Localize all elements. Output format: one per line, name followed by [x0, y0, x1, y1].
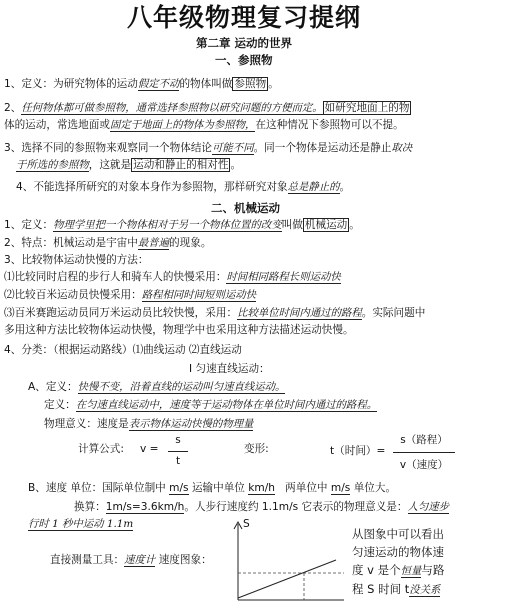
unit-conversion: 换算：1m/s=3.6km/h。人步行速度约 1.1m/s 它表示的物理意义是：人匀速步	[74, 501, 450, 513]
section-heading-reference: 一、参照物	[215, 53, 273, 67]
graph-note: 从图象中可以看出 匀速运动的物体速 度 v 是个恒量与路 程 S 时间 t没关系	[352, 527, 445, 596]
formula-t: t	[175, 455, 181, 467]
compare-method-3: ⑶百米赛跑运动员同万米运动员比较快慢，采用：比较单位时间内通过的路程。实际问题中	[4, 307, 426, 319]
speed-units: B、速度 单位：国际单位制中 m/s 运输中单位 km/h 两单位中 m/s 单位大。	[28, 482, 397, 494]
compare-method-3-cont: 多用这种方法比较物体运动快慢，物理学中也采用这种方法描述运动快慢。	[4, 324, 354, 336]
reference-point-4: 4、不能选择所研究的对象本身作为参照物，那样研究对象总是静止的。	[16, 181, 351, 193]
formula-fraction-line	[168, 451, 188, 452]
reference-point-2-line1: 2、任何物体都可做参照物，通常选择参照物以研究问题的方便而定。 如研究地面上的物	[4, 102, 410, 114]
formula-s-numerator: s（路程）	[400, 434, 448, 446]
compare-methods-heading: 3、比较物体运动快慢的方法：	[4, 254, 149, 266]
formula-v-denominator: v（速度）	[399, 459, 449, 471]
reference-point-3-line1: 3、选择不同的参照物来观察同一个物体结论可能不同。同一个物体是运动还是静止取决	[4, 142, 413, 154]
reference-point-2-line2: 体的运动，常选地面或固定于地面上的物体为参照物，在这种情况下参照物可以不提。	[4, 119, 404, 131]
compare-method-1: ⑴比较同时启程的步行人和骑车人的快慢采用：时间相同路程长则运动快	[4, 271, 341, 283]
chapter-heading: 第二章 运动的世界	[196, 36, 293, 50]
graph-s-label: S	[243, 518, 250, 530]
section-heading-mechanical: 二、机械运动	[211, 201, 280, 215]
uniform-definition-a: A、定义：快慢不变，沿着直线的运动叫匀速直线运动。	[28, 381, 286, 393]
formula-v: v =	[140, 443, 159, 455]
formula-t-lhs: t（时间）=	[330, 445, 386, 457]
reference-point-3-line2: 于所选的参照物，这就是 运动和静止的相对性 。	[16, 159, 242, 171]
mechanical-definition: 1、定义：物理学里把一个物体相对于另一个物体位置的改变叫做 机械运动 。	[4, 219, 360, 231]
formula-label: 计算公式:	[78, 443, 124, 455]
measuring-tool: 直接测量工具：速度计 速度图象：	[50, 554, 212, 566]
graph-line	[238, 560, 336, 598]
reference-definition: 1、定义：为研究物体的运动假定不动的物体叫做 参照物 。	[4, 78, 279, 90]
walking-speed-meaning: 行时 1 秒中运动 1.1m	[28, 518, 134, 530]
formula-transform-line	[393, 452, 455, 453]
motion-classification: 4、分类：（根据运动路线）⑴曲线运动 ⑵直线运动	[4, 344, 242, 356]
formula-transform-label: 变形:	[244, 443, 269, 455]
mechanical-feature: 2、特点：机械运动是宇宙中最普遍的现象。	[4, 237, 212, 249]
formula-s: s	[175, 434, 181, 446]
compare-method-2: ⑵比较百米运动员快慢采用：路程相同时间短则运动快	[4, 289, 257, 301]
page-title: 八年级物理复习提纲	[127, 3, 362, 32]
speed-meaning: 物理意义：速度是表示物体运动快慢的物理量	[44, 418, 254, 430]
speed-definition: 定义：在匀速直线运动中，速度等于运动物体在单位时间内通过的路程。	[44, 399, 378, 411]
uniform-motion-heading: Ⅰ 匀速直线运动：	[189, 363, 270, 375]
